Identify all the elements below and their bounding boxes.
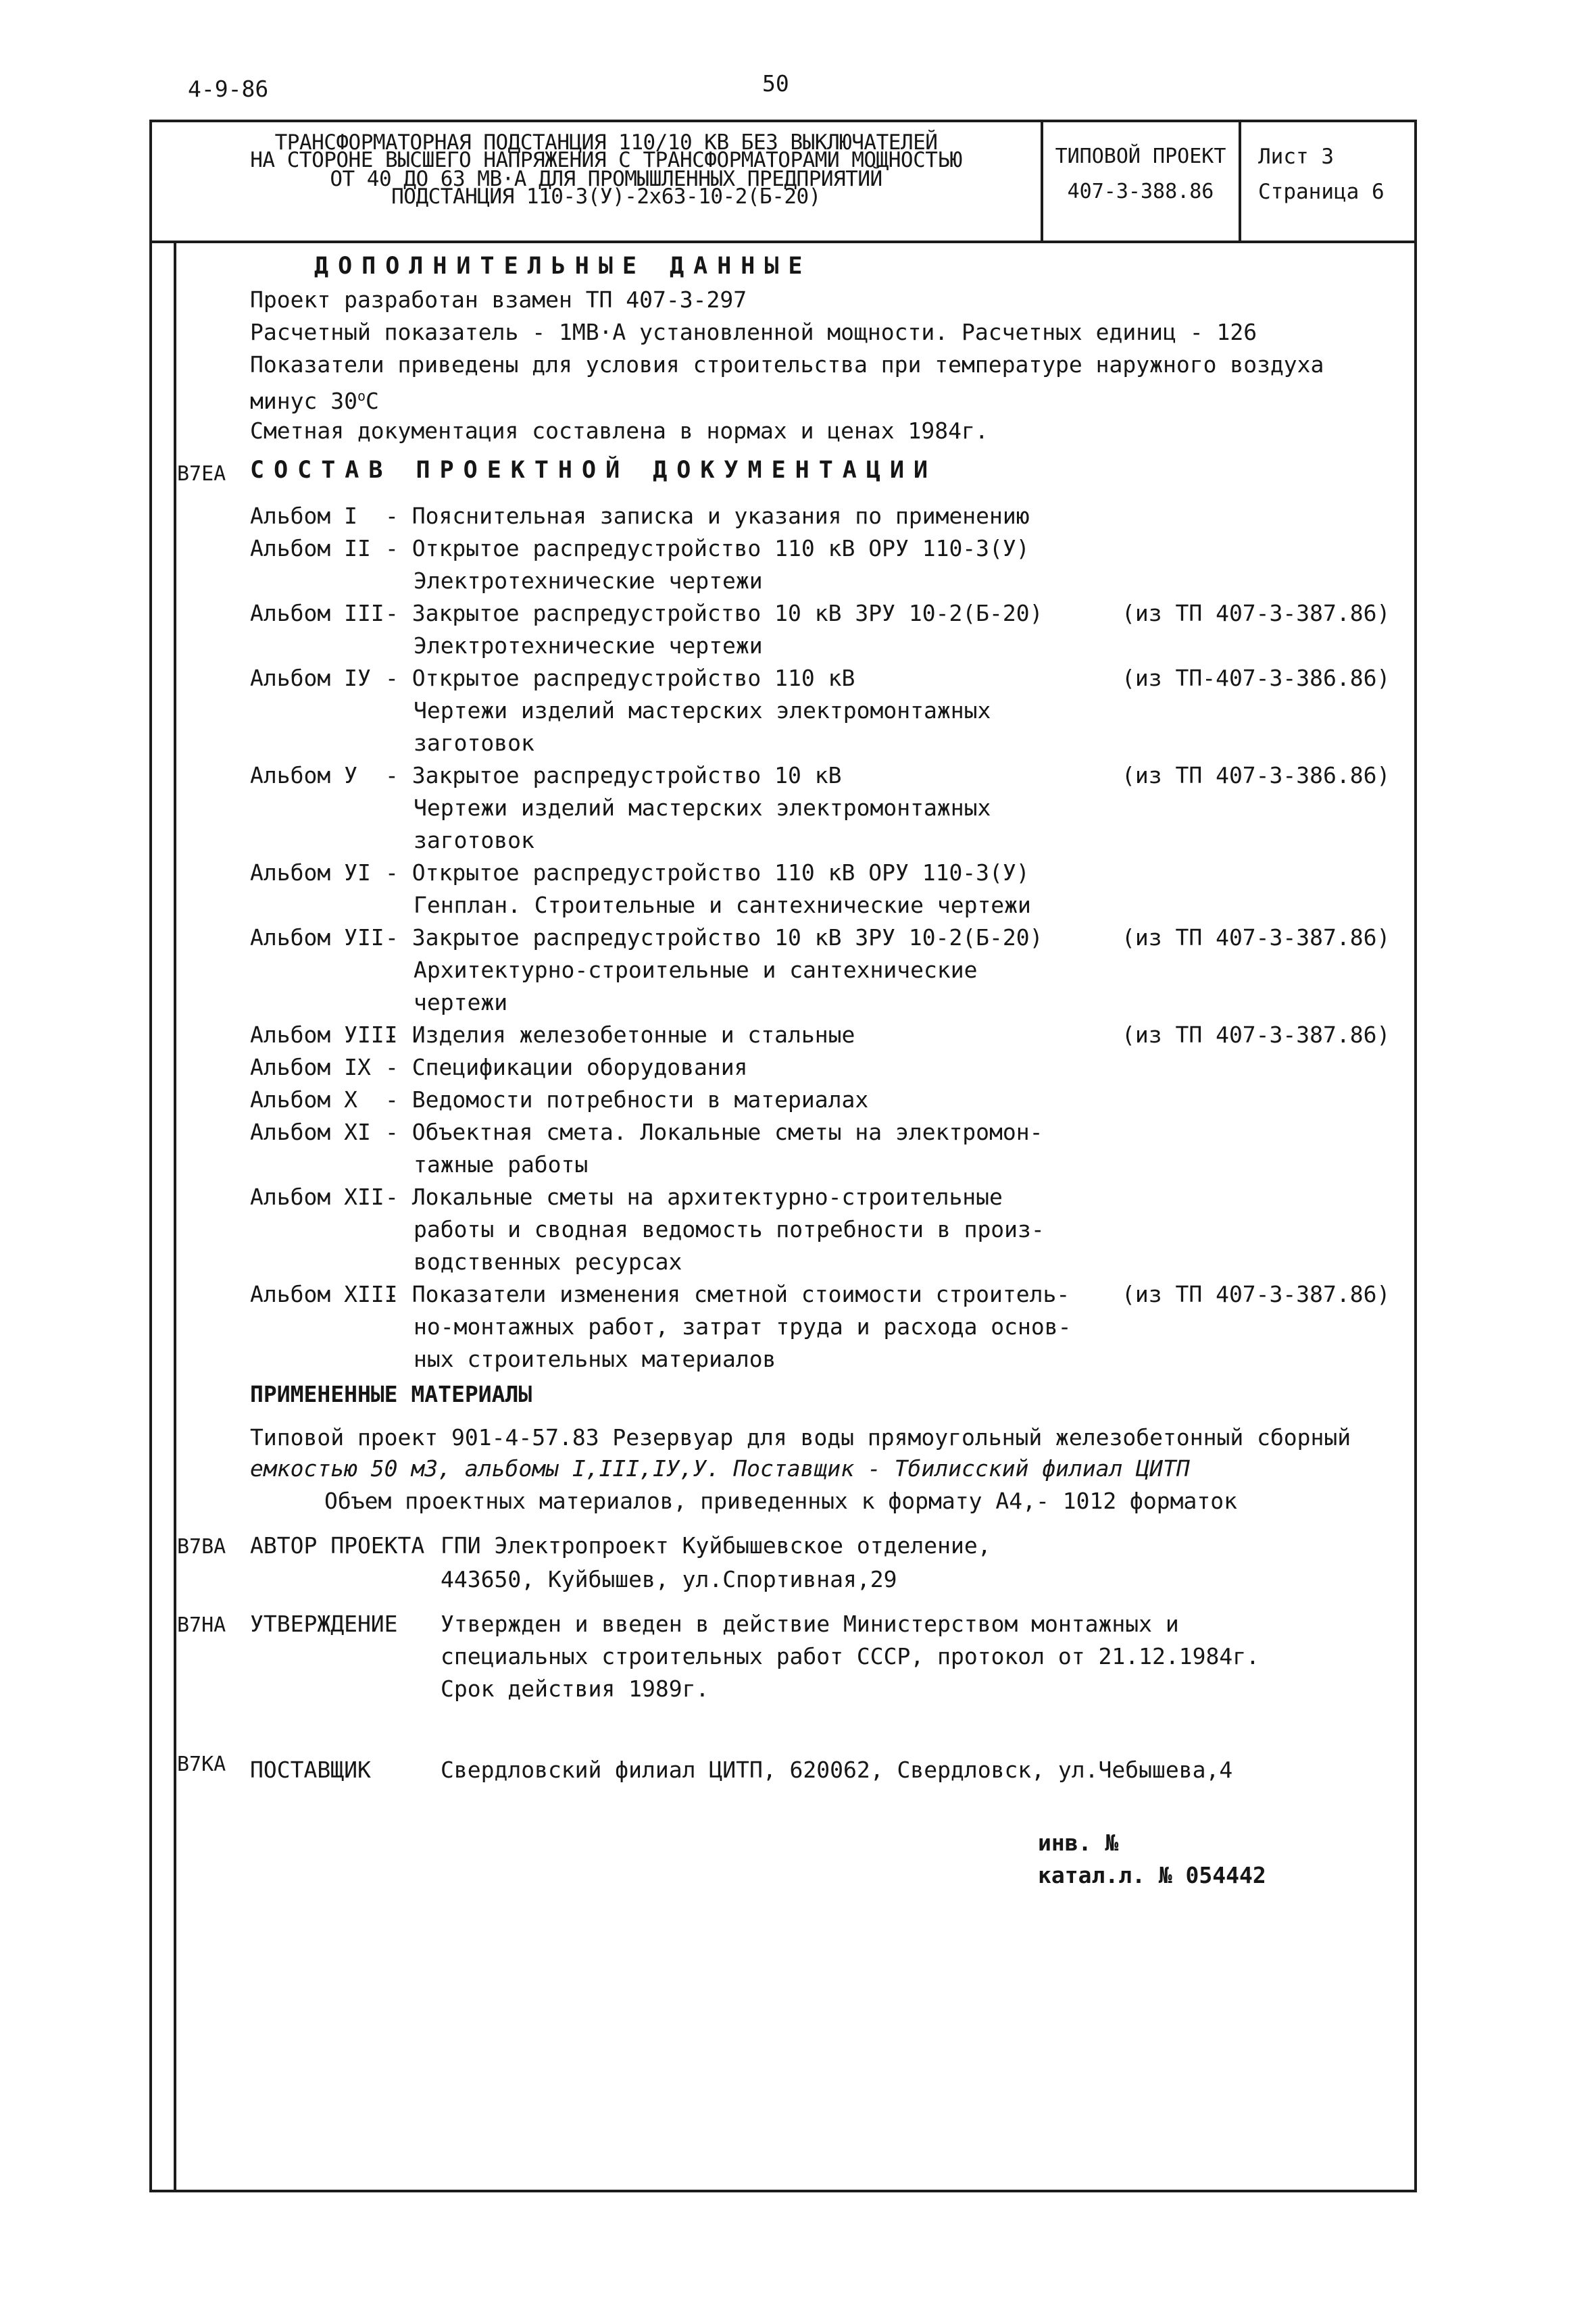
title-block-separator	[1239, 120, 1241, 242]
album-label: Альбом УI	[250, 859, 371, 886]
album-description: - Закрытое распредустройство 10 кВ ЗРУ 10-2(Б-20)	[385, 600, 1043, 626]
title-line: ТРАНСФОРМАТОРНАЯ ПОДСТАНЦИЯ 110/10 КВ БЕЗ ВЫКЛЮЧАТЕЛЕЙ	[274, 130, 938, 155]
additional-line: Проект разработан взамен ТП 407-3-297	[250, 286, 747, 313]
album-description: ных строительных материалов	[414, 1346, 776, 1372]
additional-line: Показатели приведены для условия строительства при температуре наружного воздуха	[250, 351, 1324, 378]
title-line: ОТ 40 ДО 63 МВ·А ДЛЯ ПРОМЫШЛЕННЫХ ПРЕДПРИЯТИЙ	[330, 167, 882, 191]
album-label: Альбом IX	[250, 1054, 371, 1080]
document-code: 4-9-86	[188, 76, 269, 102]
album-label: Альбом IУ	[250, 665, 371, 691]
album-description: - Ведомости потребности в материалах	[385, 1086, 869, 1113]
approval-line: Срок действия 1989г.	[441, 1676, 709, 1702]
album-reference: (из ТП 407-3-386.86)	[1122, 762, 1391, 788]
album-label: Альбом II	[250, 535, 371, 561]
title-line: ПОДСТАНЦИЯ 110-3(У)-2х63-10-2(Б-20)	[391, 184, 821, 209]
left-margin-line	[174, 241, 176, 2192]
album-label: Альбом УII	[250, 924, 384, 951]
composition-heading: СОСТАВ ПРОЕКТНОЙ ДОКУМЕНТАЦИИ	[250, 457, 938, 484]
materials-line: Объем проектных материалов, приведенных к формату А4,- 1012 форматок	[324, 1488, 1238, 1514]
album-description: - Пояснительная записка и указания по применению	[385, 503, 1030, 529]
album-label: Альбом XIII	[250, 1281, 398, 1307]
album-reference: (из ТП 407-3-387.86)	[1122, 1022, 1391, 1048]
album-label: Альбом III	[250, 600, 384, 626]
album-label: Альбом XII	[250, 1184, 384, 1210]
album-description: - Закрытое распредустройство 10 кВ	[385, 762, 842, 788]
album-description: Архитектурно-строительные и сантехнические	[414, 957, 978, 983]
album-description: заготовок	[414, 827, 534, 853]
additional-data-heading: ДОПОЛНИТЕЛЬНЫЕ ДАННЫЕ	[314, 253, 812, 280]
album-description: Электротехнические чертежи	[414, 632, 763, 659]
supplier-code: В7КА	[177, 1753, 226, 1776]
title-line: НА СТОРОНЕ ВЫСШЕГО НАПРЯЖЕНИЯ С ТРАНСФОРМАТОРАМИ МОЩНОСТЬЮ	[250, 148, 962, 172]
additional-line: Сметная документация составлена в нормах и ценах 1984г.	[250, 418, 989, 444]
album-description: - Открытое распредустройство 110 кВ	[385, 665, 855, 691]
temperature-value: минус 30	[250, 388, 357, 414]
section-code: В7ЕА	[177, 462, 226, 486]
album-reference: (из ТП 407-3-387.86)	[1122, 600, 1391, 626]
album-description: Чертежи изделий мастерских электромонтажных	[414, 697, 991, 724]
supplier-label: ПОСТАВЩИК	[250, 1757, 371, 1783]
materials-line: Типовой проект 901-4-57.83 Резервуар для воды прямоугольный железобетонный сборный	[250, 1424, 1351, 1451]
author-line: ГПИ Электропроект Куйбышевское отделение,	[441, 1532, 991, 1559]
author-line: 443650, Куйбышев, ул.Спортивная,29	[441, 1566, 897, 1592]
album-label: Альбом У	[250, 762, 357, 788]
temperature-unit: С	[366, 388, 379, 414]
album-label: Альбом XI	[250, 1119, 371, 1145]
album-description: - Открытое распредустройство 110 кВ ОРУ 110-3(У)	[385, 859, 1030, 886]
album-description: - Объектная смета. Локальные сметы на электромон-	[385, 1119, 1043, 1145]
project-label: ТИПОВОЙ ПРОЕКТ	[1055, 145, 1226, 168]
sheet-number: Лист 3	[1258, 145, 1334, 169]
approval-code: В7НА	[177, 1613, 226, 1637]
album-reference: (из ТП 407-3-387.86)	[1122, 1281, 1391, 1307]
materials-line: емкостью 50 м3, альбомы I,III,IУ,У. Поставщик - Тбилисский филиал ЦИТП	[250, 1455, 1190, 1482]
album-description: - Открытое распредустройство 110 кВ ОРУ 110-3(У)	[385, 535, 1030, 561]
album-description: заготовок	[414, 730, 534, 756]
album-description: но-монтажных работ, затрат труда и расхода основ-	[414, 1313, 1072, 1340]
temperature-line	[250, 380, 379, 418]
catalog-sheet-number: катал.л. № 054442	[1038, 1862, 1266, 1888]
album-description: - Локальные сметы на архитектурно-строительные	[385, 1184, 1003, 1210]
album-description: Чертежи изделий мастерских электромонтажных	[414, 795, 991, 821]
inventory-number: инв. №	[1038, 1830, 1119, 1856]
album-description: Электротехнические чертежи	[414, 568, 763, 594]
album-label: Альбом I	[250, 503, 357, 529]
author-label: АВТОР ПРОЕКТА	[250, 1532, 425, 1559]
page-number: 50	[762, 70, 789, 97]
approval-line: Утвержден и введен в действие Министерством монтажных и	[441, 1611, 1179, 1637]
album-description: водственных ресурсах	[414, 1249, 682, 1275]
page-label: Страница 6	[1258, 180, 1385, 204]
album-description: - Спецификации оборудования	[385, 1054, 748, 1080]
album-description: чертежи	[414, 989, 508, 1015]
degree-sign: о	[357, 388, 366, 404]
title-block-separator	[1041, 120, 1043, 242]
album-reference: (из ТП-407-3-386.86)	[1122, 665, 1391, 691]
album-description: Генплан. Строительные и сантехнические чертежи	[414, 892, 1031, 918]
album-description: работы и сводная ведомость потребности в произ-	[414, 1216, 1045, 1242]
approval-line: специальных строительных работ СССР, протокол от 21.12.1984г.	[441, 1643, 1260, 1669]
title-block-divider	[149, 241, 1417, 243]
album-description: тажные работы	[414, 1151, 589, 1178]
materials-heading: ПРИМЕНЕННЫЕ МАТЕРИАЛЫ	[250, 1381, 532, 1407]
approval-label: УТВЕРЖДЕНИЕ	[250, 1611, 398, 1637]
album-description: - Закрытое распредустройство 10 кВ ЗРУ 10-2(Б-20)	[385, 924, 1043, 951]
album-label: Альбом УIII	[250, 1022, 398, 1048]
album-reference: (из ТП 407-3-387.86)	[1122, 924, 1391, 951]
additional-line: Расчетный показатель - 1МВ·А установленной мощности. Расчетных единиц - 126	[250, 319, 1257, 345]
album-description: - Изделия железобетонные и стальные	[385, 1022, 855, 1048]
project-number: 407-3-388.86	[1067, 180, 1214, 203]
supplier-text: Свердловский филиал ЦИТП, 620062, Свердловск, ул.Чебышева,4	[441, 1757, 1233, 1783]
album-label: Альбом X	[250, 1086, 357, 1113]
album-description: - Показатели изменения сметной стоимости строитель-	[385, 1281, 1070, 1307]
author-code: В7ВА	[177, 1535, 226, 1559]
